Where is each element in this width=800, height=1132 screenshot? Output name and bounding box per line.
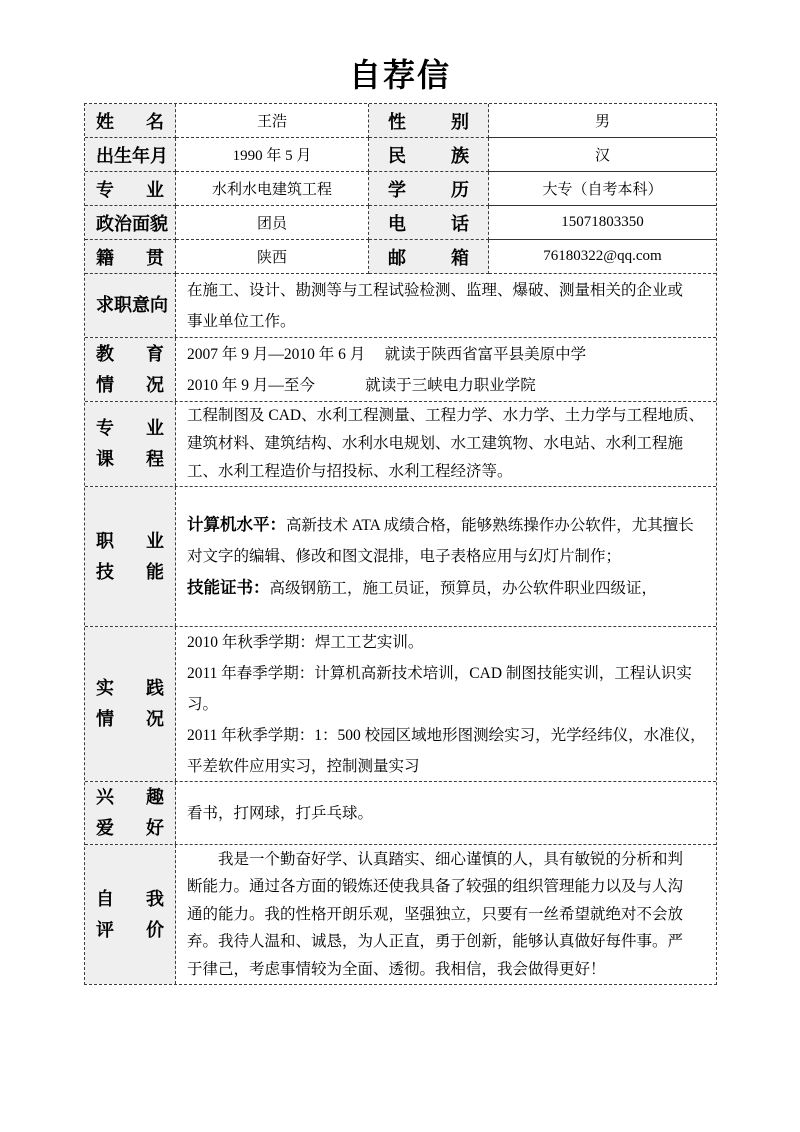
- section-hobbies-label: 兴 趣 爱 好: [85, 782, 176, 844]
- resume-table: [84, 103, 717, 985]
- profile-row-origin-email: [85, 240, 716, 274]
- section-skills-label: 职 业 技 能: [85, 487, 176, 626]
- field-label-political-status: 政 治 面 貌: [85, 206, 176, 240]
- field-value-phone: 15071803350: [489, 206, 716, 240]
- profile-row-major-degree: [85, 172, 716, 206]
- section-courses-content: 工程制图及 CAD、水利工程测量、工程力学、水力学、土力学与工程地质、 建筑材料、建筑结构、水利水电规划、水工建筑物、水电站、水利工程施 工、水利工程造价与招投标、水利工程经济等。: [187, 407, 705, 480]
- section-self-evaluation: [85, 845, 716, 984]
- section-self-evaluation-content: 我是一个勤奋好学、认真踏实、细心谨慎的人，具有敏锐的分析和判 断能力。通过各方面的锻炼还使我具备了较强的组织管理能力以及与人沟 通的能力。我的性格开朗乐观，坚强独立，只要有一丝希望就绝对不会放 弃。我待人温和、诚恳，为人正直，勇于创新，能够认真做好每件事。严 于律己，考虑事情较为全面、透彻。我相信，我会做得更好！: [187, 850, 684, 978]
- field-label-email: 邮 箱: [369, 240, 489, 274]
- profile-row-political-phone: [85, 206, 716, 240]
- section-education-content: 2007 年 9 月—2010 年 6 月 就读于陕西省富平县美原中学 2010 年 9 月—至今 就读于三峡电力职业学院: [187, 345, 587, 394]
- section-courses-label: 专 业 课 程: [85, 402, 176, 486]
- field-value-native-place: 陕西: [176, 240, 369, 274]
- field-label-phone: 电 话: [369, 206, 489, 240]
- field-label-degree: 学 历: [369, 172, 489, 206]
- field-value-ethnicity: 汉: [489, 138, 716, 172]
- field-value-birth: 1990 年 5 月: [176, 138, 369, 172]
- field-label-gender: 性 别: [369, 104, 489, 138]
- section-practice-content: 2010 年秋季学期：焊工工艺实训。 2011 年春季学期：计算机高新技术培训，CAD 制图技能实训，工程认识实 习。 2011 年秋季学期：1：500 校园区域地形图测绘实习，光学经纬仪，水准仪， 平差软件应用实习，控制测量实习: [187, 633, 706, 775]
- section-skills: [85, 487, 716, 627]
- field-value-degree: 大专（自考本科）: [489, 172, 716, 206]
- field-label-major: 专 业: [85, 172, 176, 206]
- profile-row-name-gender: [85, 104, 716, 138]
- field-value-email: 76180322@qq.com: [489, 240, 716, 274]
- field-label-ethnicity: 民 族: [369, 138, 489, 172]
- computer-skill-label: 计算机水平：: [187, 515, 286, 534]
- section-practice: [85, 627, 716, 782]
- section-objective-content: 在施工、设计、勘测等与工程试验检测、监理、爆破、测量相关的企业或 事业单位工作。: [187, 281, 684, 330]
- section-courses: [85, 402, 716, 487]
- certificate-label: 技能证书：: [187, 578, 270, 597]
- field-label-name: 姓 名: [85, 104, 176, 138]
- section-practice-label: 实 践 情 况: [85, 627, 176, 781]
- section-hobbies: [85, 782, 716, 845]
- field-label-native-place: 籍 贯: [85, 240, 176, 274]
- section-education-label: 教 育 情 况: [85, 338, 176, 401]
- field-value-name: 王浩: [176, 104, 369, 138]
- section-hobbies-content: 看书，打网球，打乒乓球。: [187, 804, 374, 822]
- field-value-political-status: 团员: [176, 206, 369, 240]
- section-objective-label: 求 职 意 向: [85, 274, 176, 337]
- profile-row-birth-ethnicity: [85, 138, 716, 172]
- section-skills-content: 计算机水平：高新技术 ATA 成绩合格，能够熟练操作办公软件，尤其擅长 对文字的编辑、修改和图文混排，电子表格应用与幻灯片制作； 技能证书：高级钢筋工，施工员证，预算员，办公软件职业四级证，: [187, 515, 694, 597]
- section-objective: [85, 274, 716, 338]
- page-title: 自荐信: [348, 57, 451, 93]
- field-label-birth: 出 生 年 月: [85, 138, 176, 172]
- section-self-evaluation-label: 自 我 评 价: [85, 845, 176, 984]
- field-value-major: 水利水电建筑工程: [176, 172, 369, 206]
- section-education: [85, 338, 716, 402]
- field-value-gender: 男: [489, 104, 716, 138]
